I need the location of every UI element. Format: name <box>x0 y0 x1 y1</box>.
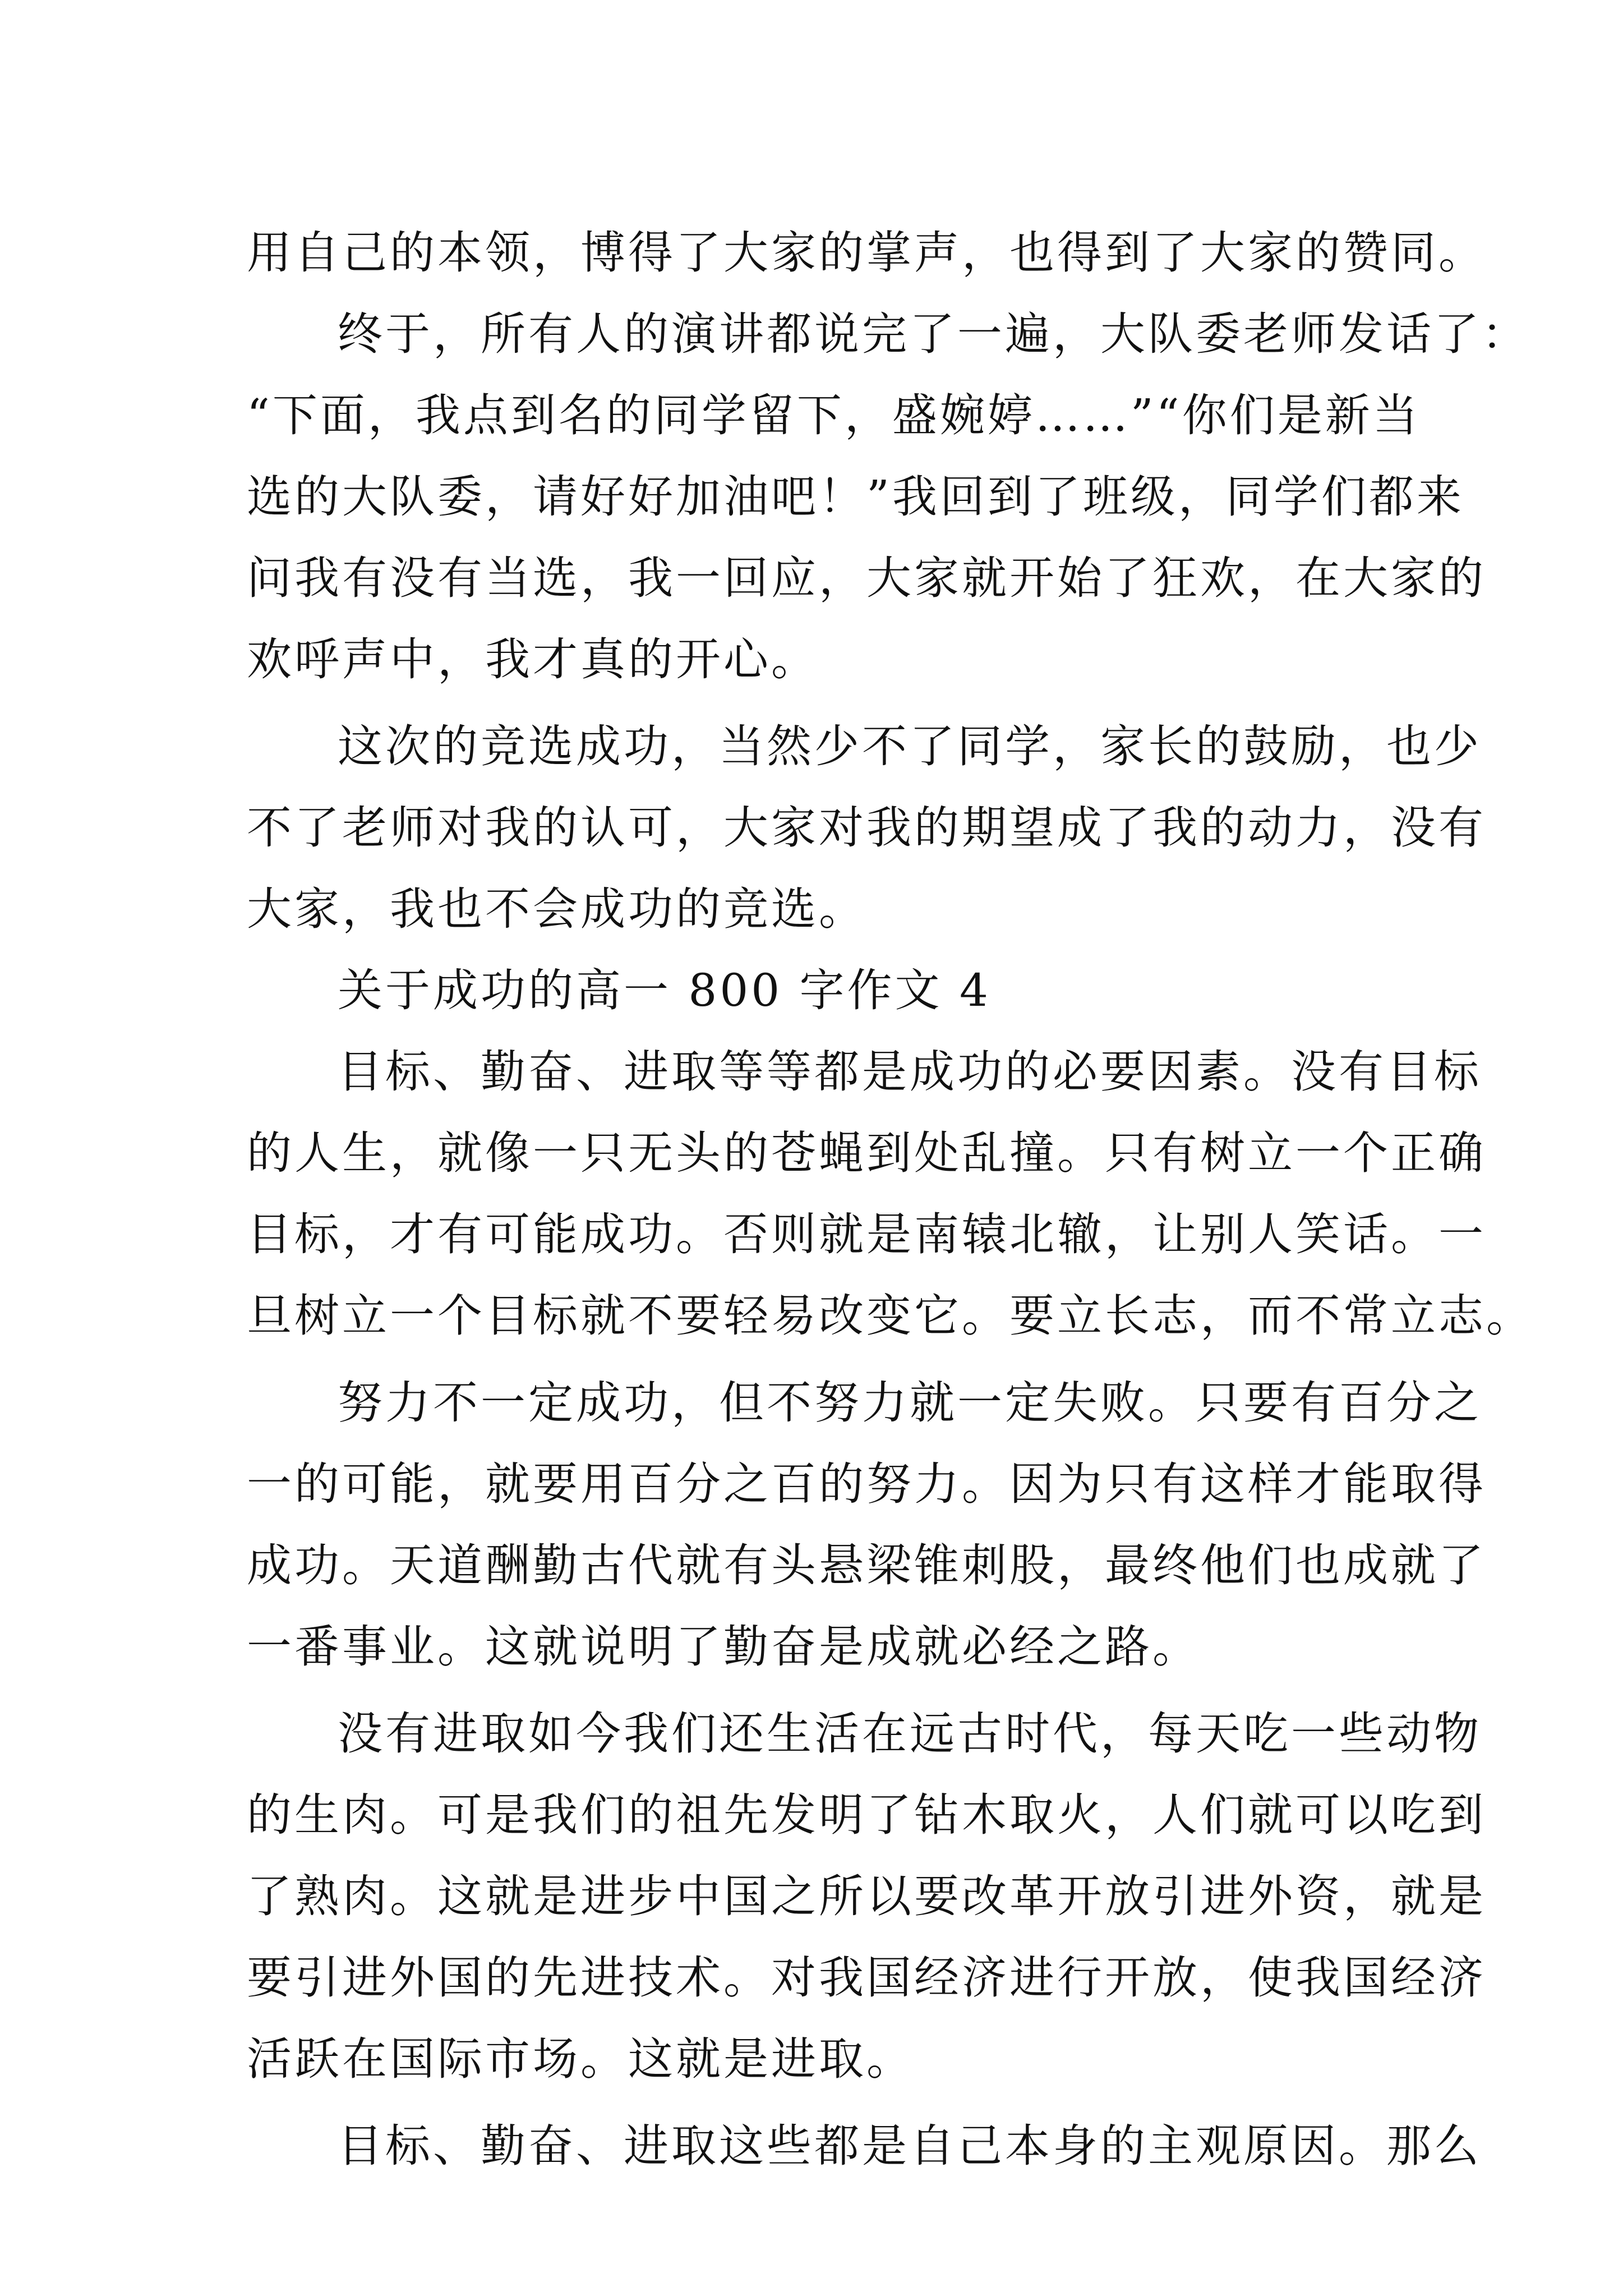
text-line: 旦树立一个目标就不要轻易改变它。要立长志，而不常立志。 <box>247 1290 1534 1342</box>
text-line: 的人生，就像一只无头的苍蝇到处乱撞。只有树立一个正确 <box>247 1127 1486 1179</box>
text-line: 的生肉。可是我们的祖先发明了钻木取火，人们就可以吃到 <box>247 1789 1486 1841</box>
text-line: 了熟肉。这就是进步中国之所以要改革开放引进外资，就是 <box>247 1870 1486 1922</box>
text-line: 目标，才有可能成功。否则就是南辕北辙，让别人笑话。一 <box>247 1208 1486 1260</box>
text-line: 活跃在国际市场。这就是进取。 <box>247 2033 914 2085</box>
text-line: 成功。天道酬勤古代就有头悬梁锥刺股，最终他们也成就了 <box>247 1539 1486 1591</box>
text-line: 努力不一定成功，但不努力就一定失败。只要有百分之 <box>338 1377 1482 1429</box>
text-line: 选的大队委，请好好加油吧！”我回到了班级，同学们都来 <box>247 471 1464 523</box>
text-line: 一的可能，就要用百分之百的努力。因为只有这样才能取得 <box>247 1458 1486 1510</box>
text-line: 这次的竞选成功，当然少不了同学，家长的鼓励，也少 <box>338 720 1482 772</box>
text-line: 用自己的本领，博得了大家的掌声，也得到了大家的赞同。 <box>247 227 1486 279</box>
text-line: 不了老师对我的认可，大家对我的期望成了我的动力，没有 <box>247 802 1486 854</box>
essay-heading: 关于成功的高一 800 字作文 4 <box>338 964 991 1016</box>
text-line: 目标、勤奋、进取等等都是成功的必要因素。没有目标 <box>338 1046 1482 1098</box>
text-line: “下面，我点到名的同学留下，盛婉婷……”“你们是新当 <box>247 389 1421 441</box>
text-line: 要引进外国的先进技术。对我国经济进行开放，使我国经济 <box>247 1952 1486 2004</box>
text-line: 一番事业。这就说明了勤奋是成就必经之路。 <box>247 1621 1200 1673</box>
text-line: 问我有没有当选，我一回应，大家就开始了狂欢，在大家的 <box>247 552 1486 604</box>
essay-text <box>247 212 1534 2187</box>
text-line: 大家，我也不会成功的竞选。 <box>247 883 866 935</box>
text-line: 欢呼声中，我才真的开心。 <box>247 633 819 685</box>
text-line: 目标、勤奋、进取这些都是自己本身的主观原因。那么 <box>338 2120 1482 2172</box>
text-line: 没有进取如今我们还生活在远古时代，每天吃一些动物 <box>338 1708 1482 1760</box>
text-line: 终于，所有人的演讲都说完了一遍，大队委老师发话了： <box>338 308 1529 360</box>
